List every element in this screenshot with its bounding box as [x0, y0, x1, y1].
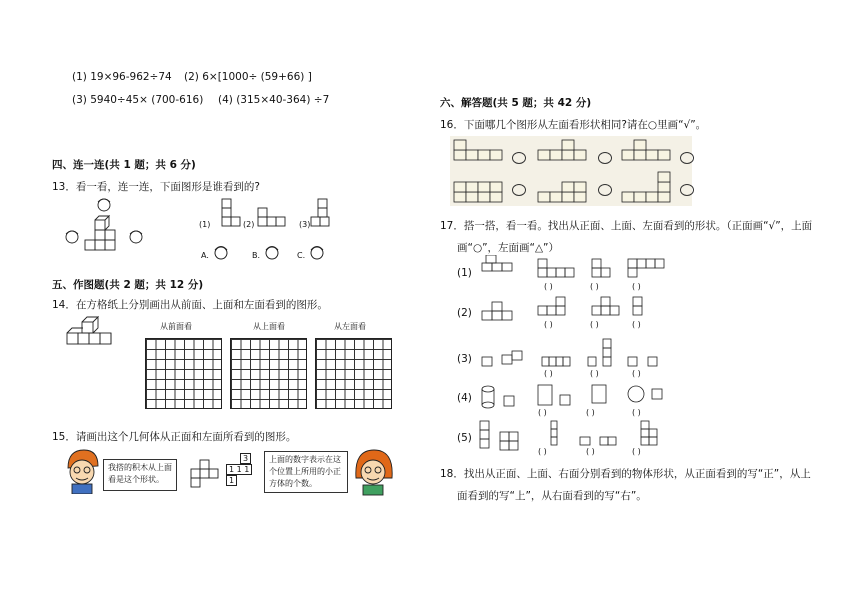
q13-kids-figure [62, 194, 146, 266]
kid-a-label: A. [201, 251, 209, 260]
q17-answer-4-2[interactable]: ( ) [586, 408, 595, 417]
kid-a-icon [212, 244, 230, 262]
girl-avatar [352, 448, 394, 496]
q17-answer-1-2[interactable]: ( ) [590, 282, 599, 291]
option-2-label: (2) [243, 220, 255, 229]
section-6-heading: 六、解答题(共 5 题；共 42 分) [440, 97, 592, 109]
q17-row-1-label: (1) [457, 267, 472, 279]
kid-c-icon [308, 244, 326, 262]
boy-avatar [62, 448, 100, 494]
q17-shapes [476, 255, 676, 455]
top-view-shape [186, 458, 220, 490]
answer-circle-3[interactable] [680, 152, 694, 164]
number-grid-top: 3 [240, 453, 251, 464]
q17-row-3-label: (3) [457, 353, 472, 365]
q17-answer-1-3[interactable]: ( ) [632, 282, 641, 291]
question-18-line-1: 18．找出从正面、上面、右面分别看到的物体形状，从正面看到的写“正”，从上 [440, 468, 811, 480]
number-grid-bottom: 1 [226, 475, 237, 486]
option-3-label: (3) [299, 220, 311, 229]
grid-top-title: 从上面看 [253, 322, 285, 331]
q17-answer-1-1[interactable]: ( ) [544, 282, 553, 291]
grid-left-title: 从左面看 [334, 322, 366, 331]
kid-c-label: C. [297, 251, 306, 260]
question-18-line-2: 面看到的写“上”，从右面看到的写“右”。 [457, 490, 647, 502]
answer-circle-2[interactable] [598, 152, 612, 164]
question-16: 16．下面哪几个图形从左面看形状相同?请在○里画“√”。 [440, 119, 707, 131]
answer-circle-4[interactable] [512, 184, 526, 196]
option-2-view-icon [256, 206, 288, 230]
number-grid-row: 1 1 1 [226, 464, 252, 475]
q17-answer-5-2[interactable]: ( ) [586, 447, 595, 456]
q17-row-5-label: (5) [457, 432, 472, 444]
boy-speech-bubble: 我搭的积木从上面看是这个形状。 [103, 459, 177, 491]
q17-answer-3-3[interactable]: ( ) [632, 369, 641, 378]
q17-answer-4-3[interactable]: ( ) [632, 408, 641, 417]
question-13: 13．看一看，连一连，下面图形是谁看到的? [52, 181, 260, 193]
kid-b-label: B. [252, 251, 261, 260]
question-17-line-2: 画“○”，左面画“△”） [457, 242, 559, 254]
question-17-line-1: 17．搭一搭，看一看。找出从正面、上面、左面看到的形状。（正面画“√”，上面 [440, 220, 813, 232]
q17-answer-2-3[interactable]: ( ) [632, 320, 641, 329]
girl-speech-bubble: 上面的数字表示在这个位置上所用的小正方体的个数。 [264, 451, 348, 493]
q17-row-2-label: (2) [457, 307, 472, 319]
option-3-view-icon [310, 198, 338, 230]
q17-row-4-label: (4) [457, 392, 472, 404]
answer-circle-1[interactable] [512, 152, 526, 164]
q16-block-group [450, 136, 692, 206]
option-1-view-icon [214, 198, 244, 230]
grid-top[interactable] [230, 338, 307, 409]
answer-circle-5[interactable] [598, 184, 612, 196]
grid-front[interactable] [145, 338, 222, 409]
calc-item-2: (2) 6×[1000÷ (59+66) ] [184, 71, 312, 83]
calc-item-3: (3) 5940÷45× (700-616) [72, 94, 204, 106]
q14-cubes-figure [64, 314, 116, 352]
q17-answer-5-3[interactable]: ( ) [632, 447, 641, 456]
q17-answer-3-2[interactable]: ( ) [590, 369, 599, 378]
grid-front-title: 从前面看 [160, 322, 192, 331]
question-14: 14．在方格纸上分别画出从前面、上面和左面看到的图形。 [52, 299, 328, 311]
q17-answer-5-1[interactable]: ( ) [538, 447, 547, 456]
calc-item-1: (1) 19×96-962÷74 [72, 71, 172, 83]
grid-left[interactable] [315, 338, 392, 409]
q17-answer-3-1[interactable]: ( ) [544, 369, 553, 378]
q17-answer-2-1[interactable]: ( ) [544, 320, 553, 329]
section-5-heading: 五、作图题(共 2 题；共 12 分) [52, 279, 204, 291]
option-1-label: (1) [199, 220, 211, 229]
q17-answer-4-1[interactable]: ( ) [538, 408, 547, 417]
kid-b-icon [263, 244, 281, 262]
calc-item-4: (4) (315×40-364) ÷7 [218, 94, 330, 106]
answer-circle-6[interactable] [680, 184, 694, 196]
q17-answer-2-2[interactable]: ( ) [590, 320, 599, 329]
question-15: 15．请画出这个几何体从正面和左面所看到的图形。 [52, 431, 297, 443]
section-4-heading: 四、连一连(共 1 题；共 6 分) [52, 159, 196, 171]
